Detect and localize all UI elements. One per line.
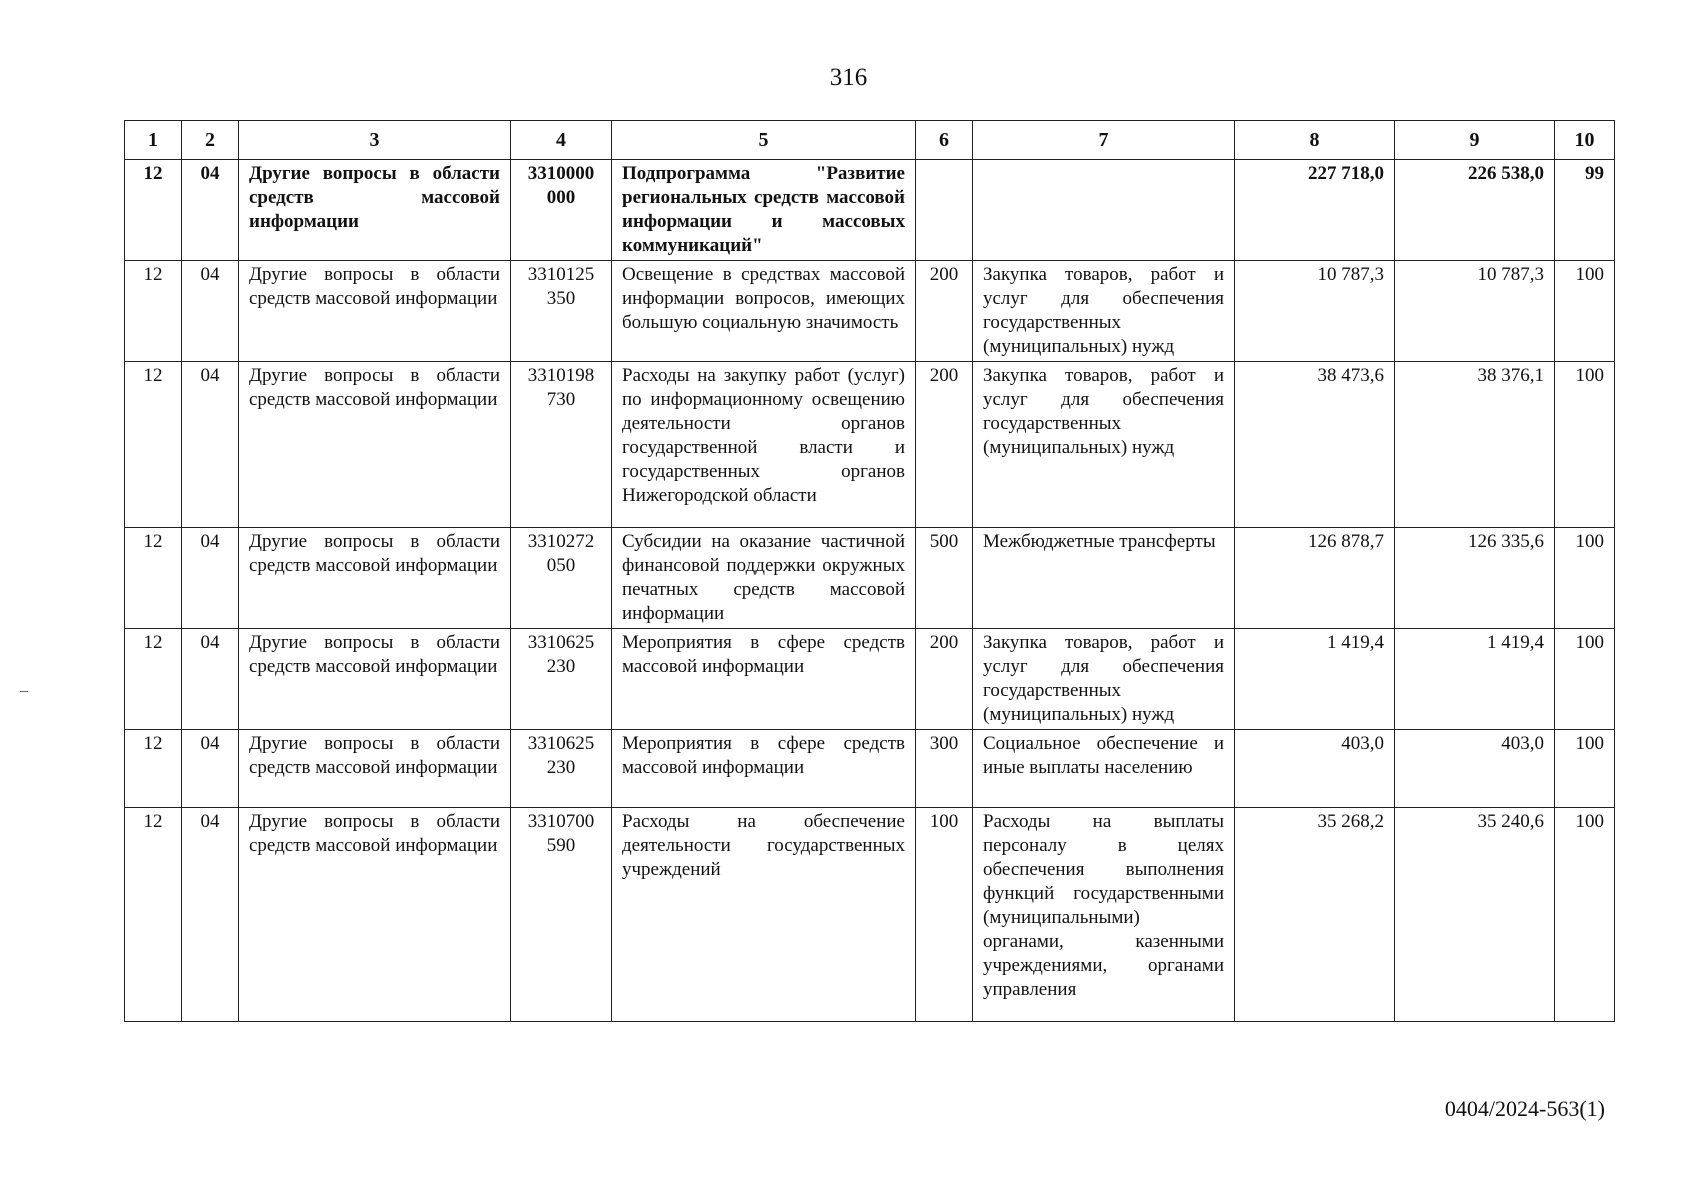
expense-type-name: Закупка товаров, работ и услуг для обеспечения государственных (муниципальных) нужд [973,629,1235,730]
column-header: 6 [916,121,973,160]
column-header: 8 [1235,121,1395,160]
expense-type-name [973,160,1235,261]
execution-percent: 100 [1555,730,1615,808]
section-name: Другие вопросы в области средств массовой информации [239,629,511,730]
section-name: Другие вопросы в области средств массовой информации [239,730,511,808]
expense-type-code [916,160,973,261]
expense-type-name: Закупка товаров, работ и услуг для обеспечения государственных (муниципальных) нужд [973,362,1235,528]
target-item-code: 3310625 230 [511,730,612,808]
executed-amount: 126 335,6 [1395,528,1555,629]
target-item-code: 3310000 000 [511,160,612,261]
target-item-name: Освещение в средствах массовой информации вопросов, имеющих большую социальную значимость [612,261,916,362]
planned-amount: 35 268,2 [1235,808,1395,1022]
target-item-code: 3310272 050 [511,528,612,629]
planned-amount: 126 878,7 [1235,528,1395,629]
executed-amount: 1 419,4 [1395,629,1555,730]
expense-type-code: 100 [916,808,973,1022]
table-row [125,528,1615,629]
subsection-code: 04 [182,261,239,362]
page-number: 316 [829,64,868,91]
section-name: Другие вопросы в области средств массовой информации [239,528,511,629]
subsection-code: 04 [182,528,239,629]
executed-amount: 226 538,0 [1395,160,1555,261]
target-item-name: Мероприятия в сфере средств массовой информации [612,730,916,808]
subsection-code: 04 [182,808,239,1022]
section-name: Другие вопросы в области средств массовой информации [239,362,511,528]
section-name: Другие вопросы в области средств массовой информации [239,808,511,1022]
column-header: 3 [239,121,511,160]
section-code: 12 [125,160,182,261]
planned-amount: 1 419,4 [1235,629,1395,730]
target-item-name: Расходы на обеспечение деятельности государственных учреждений [612,808,916,1022]
section-name: Другие вопросы в области средств массовой информации [239,160,511,261]
column-header: 5 [612,121,916,160]
section-code: 12 [125,629,182,730]
subsection-code: 04 [182,629,239,730]
expense-type-code: 500 [916,528,973,629]
execution-percent: 99 [1555,160,1615,261]
table-row [125,629,1615,730]
executed-amount: 10 787,3 [1395,261,1555,362]
execution-percent: 100 [1555,261,1615,362]
target-item-name: Расходы на закупку работ (услуг) по информационному освещению деятельности органов государственной власти и государственных органов Нижегородской области [612,362,916,528]
section-code: 12 [125,261,182,362]
subsection-code: 04 [182,730,239,808]
table-row [125,730,1615,808]
target-item-code: 3310700 590 [511,808,612,1022]
section-code: 12 [125,730,182,808]
section-code: 12 [125,362,182,528]
planned-amount: 403,0 [1235,730,1395,808]
target-item-name: Субсидии на оказание частичной финансовой поддержки окружных печатных средств массовой информации [612,528,916,629]
table-row [125,808,1615,1022]
budget-table [124,120,1615,1022]
execution-percent: 100 [1555,362,1615,528]
table-row [125,261,1615,362]
target-item-code: 3310625 230 [511,629,612,730]
executed-amount: 403,0 [1395,730,1555,808]
column-header: 1 [125,121,182,160]
planned-amount: 10 787,3 [1235,261,1395,362]
execution-percent: 100 [1555,808,1615,1022]
section-code: 12 [125,808,182,1022]
expense-type-code: 200 [916,362,973,528]
column-header: 4 [511,121,612,160]
document-code: 0404/2024-563(1) [1444,1096,1605,1121]
executed-amount: 38 376,1 [1395,362,1555,528]
expense-type-name: Социальное обеспечение и иные выплаты населению [973,730,1235,808]
column-header: 2 [182,121,239,160]
column-header: 7 [973,121,1235,160]
planned-amount: 38 473,6 [1235,362,1395,528]
header-row [125,121,1615,160]
target-item-name: Мероприятия в сфере средств массовой информации [612,629,916,730]
expense-type-code: 200 [916,629,973,730]
subsection-code: 04 [182,362,239,528]
execution-percent: 100 [1555,629,1615,730]
expense-type-name: Закупка товаров, работ и услуг для обеспечения государственных (муниципальных) нужд [973,261,1235,362]
target-item-name: Подпрограмма "Развитие региональных средств массовой информации и массовых коммуникаций" [612,160,916,261]
section-name: Другие вопросы в области средств массовой информации [239,261,511,362]
target-item-code: 3310198 730 [511,362,612,528]
expense-type-name: Межбюджетные трансферты [973,528,1235,629]
executed-amount: 35 240,6 [1395,808,1555,1022]
subsection-code: 04 [182,160,239,261]
section-code: 12 [125,528,182,629]
execution-percent: 100 [1555,528,1615,629]
expense-type-name: Расходы на выплаты персоналу в целях обеспечения выполнения функций государственными (муниципальными) органами, казенными учреждениями, органами управления [973,808,1235,1022]
table-row-subprogram [125,160,1615,261]
expense-type-code: 300 [916,730,973,808]
table-row [125,362,1615,528]
column-header: 10 [1555,121,1615,160]
margin-mark [20,691,28,692]
column-header: 9 [1395,121,1555,160]
target-item-code: 3310125 350 [511,261,612,362]
planned-amount: 227 718,0 [1235,160,1395,261]
expense-type-code: 200 [916,261,973,362]
